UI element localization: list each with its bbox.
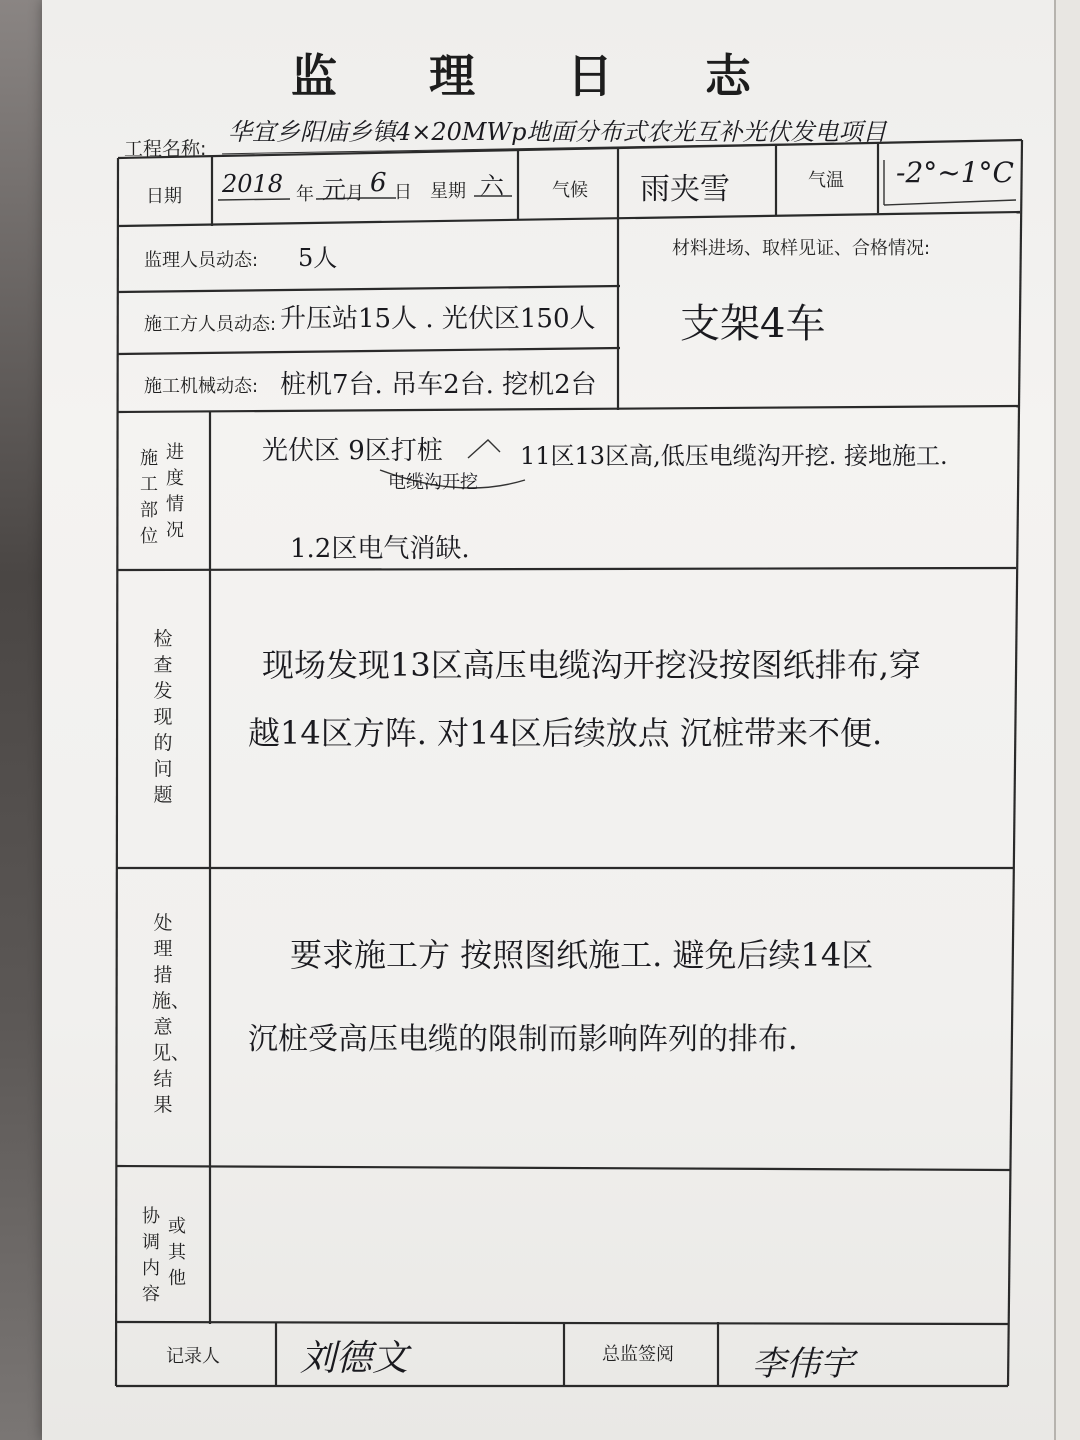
materials-label: 材料进场、取样见证、合格情况: xyxy=(672,238,931,259)
weekday-label: 星期 xyxy=(430,181,466,202)
supervisor-staff-label: 监理人员动态: xyxy=(144,250,259,271)
weather-label: 气候 xyxy=(552,180,588,201)
date-label: 日期 xyxy=(146,186,182,207)
date-month: 元 xyxy=(322,176,346,204)
materials-value: 支架4车 xyxy=(680,301,826,347)
progress-label: 进度情况 xyxy=(166,442,184,541)
coordination-label: 协调内容 xyxy=(142,1206,160,1305)
progress-line-1b: 11区13区高,低压电缆沟开挖. 接地施工. xyxy=(520,442,948,470)
year-suffix: 年 xyxy=(296,184,314,205)
other-label: 或其他 xyxy=(168,1216,186,1289)
day-suffix: 日 xyxy=(394,182,412,203)
measures-line-1: 要求施工方 按照图纸施工. 避免后续14区 xyxy=(290,936,874,974)
contractor-staff-label: 施工方人员动态: xyxy=(144,314,277,335)
month-suffix: 月 xyxy=(346,183,364,204)
measures-label: 处理措施、意见、结果 xyxy=(152,912,191,1116)
progress-line-1a: 光伏区 9区打桩 xyxy=(262,436,443,466)
section-label: 施工部位 xyxy=(140,448,158,547)
recorder-label: 记录人 xyxy=(166,1346,220,1367)
chief-supervisor-signature: 李伟宇 xyxy=(752,1344,854,1384)
machinery-label: 施工机械动态: xyxy=(144,376,259,397)
weather-value: 雨夹雪 xyxy=(640,172,730,207)
temperature-value: -2°~1°C xyxy=(896,156,1014,189)
temperature-label: 气温 xyxy=(808,170,844,191)
issues-label: 检查发现的问题 xyxy=(153,628,173,806)
page-title: 监 理 日 志 xyxy=(290,49,790,103)
project-name-label: 工程名称: xyxy=(124,138,207,160)
issues-line-2: 越14区方阵. 对14区后续放点 沉桩带来不便. xyxy=(248,714,883,752)
contractor-staff-value: 升压站15人 . 光伏区150人 xyxy=(280,304,596,334)
recorder-signature: 刘德文 xyxy=(300,1338,409,1379)
machinery-value: 桩机7台. 吊车2台. 挖机2台 xyxy=(280,370,597,400)
date-year: 2018 xyxy=(222,170,284,198)
issues-line-1: 现场发现13区高压电缆沟开挖没按图纸排布,穿 xyxy=(262,646,921,684)
weekday-value: 六 xyxy=(480,172,504,200)
chief-supervisor-label: 总监签阅 xyxy=(602,1344,674,1365)
progress-line-2: 1.2区电气消缺. xyxy=(290,534,470,564)
supervisor-staff-value: 5人 xyxy=(298,244,338,272)
project-name-value: 华宜乡阳庙乡镇4×20MWp地面分布式农光互补光伏发电项目 xyxy=(228,118,887,146)
measures-line-2: 沉桩受高压电缆的限制而影响阵列的排布. xyxy=(248,1022,798,1057)
date-day: 6 xyxy=(370,168,387,198)
progress-insert: 电缆沟开挖 xyxy=(388,472,478,493)
